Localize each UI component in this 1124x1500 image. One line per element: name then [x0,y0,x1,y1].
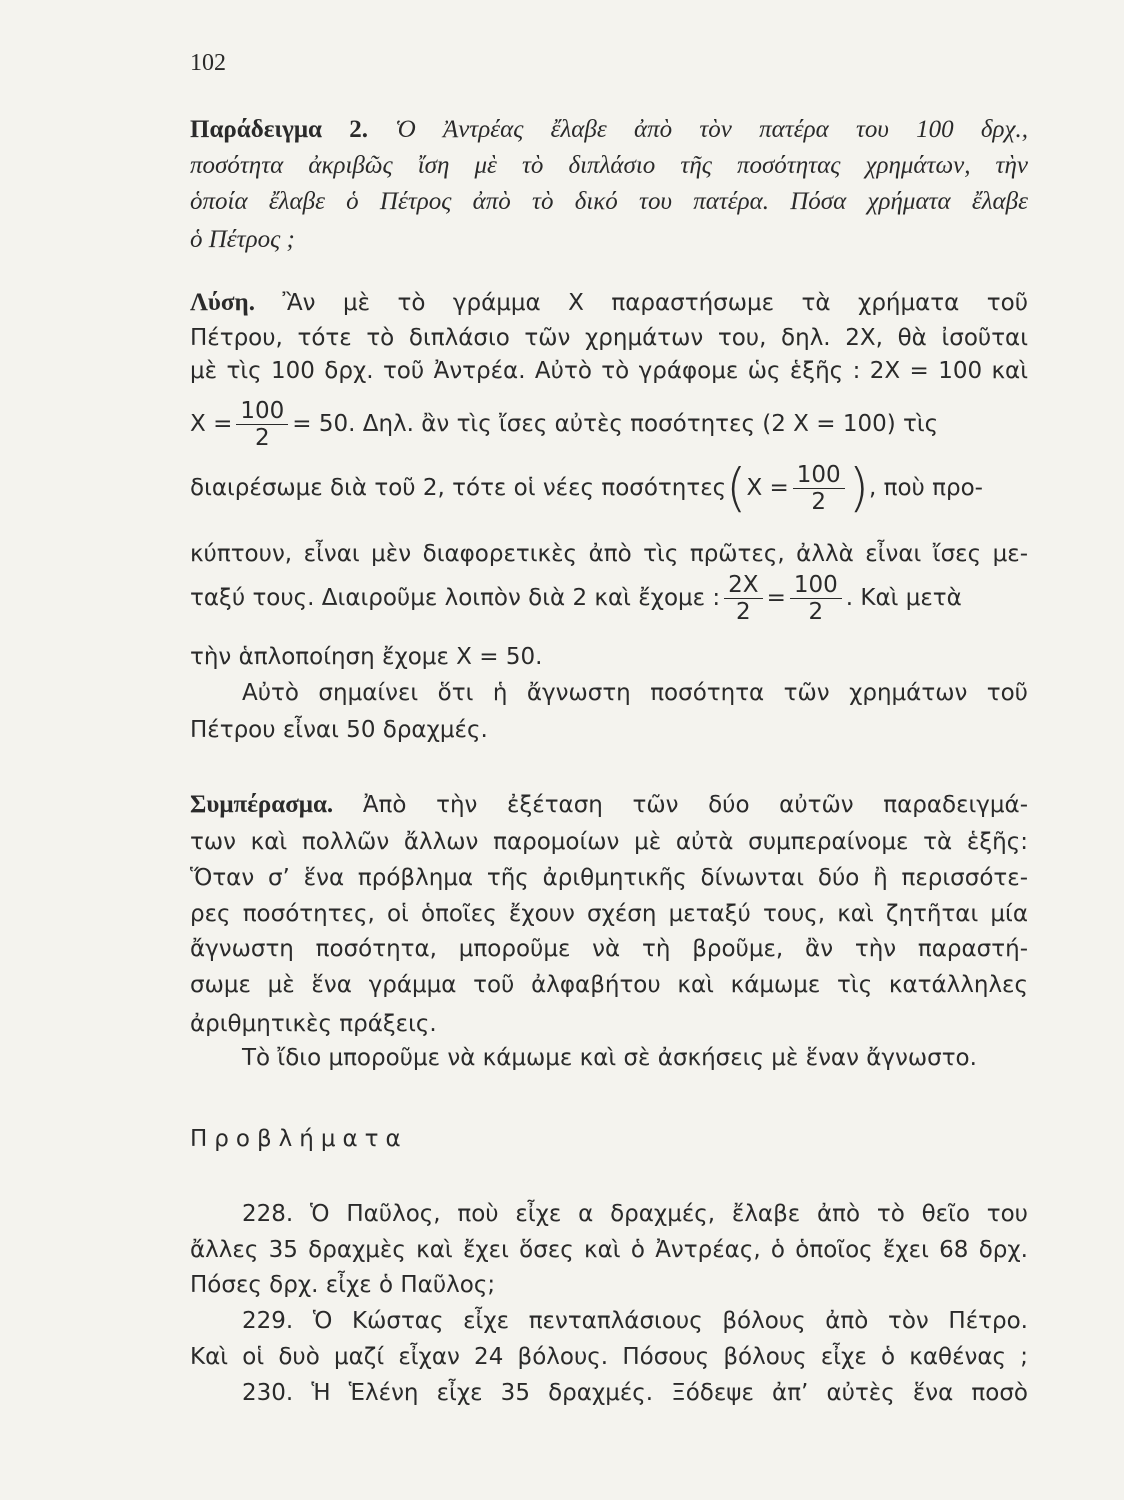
conclusion-line-4: ρες ποσότητες, οἱ ὁποῖες ἔχουν σχέση μεταξύ τους, καὶ ζητῆται μία [190,901,1028,927]
conclusion-line-3: Ὅταν σ’ ἕνα πρόβλημα τῆς ἀριθμητικῆς δίνωνται δύο ἢ περισσότε- [190,865,1028,891]
example-line-3: ὁποία ἔλαβε ὁ Πέτρος ἀπὸ τὸ δικό του πατέρα. Πόσα χρήματα ἔλαβε [190,188,1028,215]
solution-line-7: ταξύ τους. Διαιροῦμε λοιπὸν διὰ 2 καὶ ἔχομε : $\frac{2X}{2}$ = $\frac{100}{2}$ . Καὶ μετὰ [190,572,962,625]
solution-label: Λύση. [190,289,255,316]
solution-line-3: μὲ τὶς 100 δρχ. τοῦ Ἀντρέα. Αὐτὸ τὸ γράφομε ὡς ἑξῆς : 2Χ = 100 καὶ [190,358,1028,384]
example-line-4: ὁ Πέτρος ; [190,226,295,253]
conclusion-line-1: Συμπέρασμα. Ἀπὸ τὴν ἐξέταση τῶν δύο αὐτῶν παραδειγμά- [190,791,1028,818]
example-line-2: ποσότητα ἀκριβῶς ἴση μὲ τὸ διπλάσιο τῆς ποσότητας χρημάτων, τὴν [190,152,1028,179]
problem-228-line-3: Πόσες δρχ. εἶχε ὁ Παῦλος; [190,1272,496,1298]
solution-line-6: κύπτουν, εἶναι μὲν διαφορετικὲς ἀπὸ τὶς πρῶτες, ἀλλὰ εἶναι ἴσες με- [190,541,1028,567]
problem-229-line-1: 229. Ὁ Κώστας εἶχε πενταπλάσιους βόλους ἀπὸ τὸν Πέτρο. [242,1308,1028,1334]
solution-line-10: Πέτρου εἶναι 50 δραχμές. [190,717,488,743]
conclusion-label: Συμπέρασμα. [190,791,334,818]
solution-line-1: Λύση. Ἂν μὲ τὸ γράμμα Χ παραστήσωμε τὰ χρήματα τοῦ [190,289,1029,316]
conclusion-line-7: ἀριθμητικὲς πράξεις. [190,1011,437,1037]
example-label: Παράδειγμα 2. [190,116,368,143]
fraction-2x-over-2: $\frac{2X}{2}$ [724,572,762,625]
problem-228-line-1: 228. Ὁ Παῦλος, ποὺ εἶχε α δραχμές, ἔλαβε ἀπὸ τὸ θεῖο του [242,1201,1028,1227]
problems-heading: Προβλήματα [190,1126,408,1152]
page-number: 102 [190,50,226,76]
conclusion-line-8: Τὸ ἴδιο μποροῦμε νὰ κάμωμε καὶ σὲ ἀσκήσεις μὲ ἕναν ἄγνωστο. [242,1045,977,1071]
problem-228-line-2: ἄλλες 35 δραχμὲς καὶ ἔχει ὅσες καὶ ὁ Ἀντρέας, ὁ ὁποῖος ἔχει 68 δρχ. [190,1237,1028,1263]
solution-line-5: διαιρέσωμε διὰ τοῦ 2, τότε οἱ νέες ποσότητες(Χ = $\frac{100}{2}$ ), ποὺ προ- [190,458,983,519]
conclusion-line-5: ἄγνωστη ποσότητα, μποροῦμε νὰ τὴ βροῦμε, ἂν τὴν παραστή- [190,936,1028,962]
fraction-100-over-2c: $\frac{100}{2}$ [790,572,842,625]
solution-line-2: Πέτρου, τότε τὸ διπλάσιο τῶν χρημάτων του, δηλ. 2Χ, θὰ ἰσοῦται [190,325,1028,351]
example-line-1: Παράδειγμα 2. Ὁ Ἀντρέας ἔλαβε ἀπὸ τὸν πατέρα του 100 δρχ., [190,116,1028,143]
solution-line-9: Αὐτὸ σημαίνει ὅτι ἡ ἄγνωστη ποσότητα τῶν χρημάτων τοῦ [242,680,1028,706]
solution-line-8: τὴν ἁπλοποίηση ἔχομε Χ = 50. [190,644,543,670]
fraction-100-over-2b: $\frac{100}{2}$ [793,462,845,515]
problem-230-line-1: 230. Ἡ Ἑλένη εἶχε 35 δραχμές. Ξόδεψε ἀπ’ αὐτὲς ἕνα ποσὸ [242,1380,1028,1406]
solution-line-4: Χ = $\frac{100}{2}$ = 50. Δηλ. ἂν τὶς ἴσες αὐτὲς ποσότητες (2 Χ = 100) τὶς [190,398,939,451]
conclusion-line-2: των καὶ πολλῶν ἄλλων παρομοίων μὲ αὐτὰ συμπεραίνομε τὰ ἑξῆς: [190,829,1028,855]
problem-229-line-2: Καὶ οἱ δυὸ μαζί εἶχαν 24 βόλους. Πόσους βόλους εἶχε ὁ καθένας ; [190,1344,1028,1370]
fraction-100-over-2: $\frac{100}{2}$ [236,398,288,451]
conclusion-line-6: σωμε μὲ ἕνα γράμμα τοῦ ἀλφαβήτου καὶ κάμωμε τὶς κατάλληλες [190,972,1028,998]
